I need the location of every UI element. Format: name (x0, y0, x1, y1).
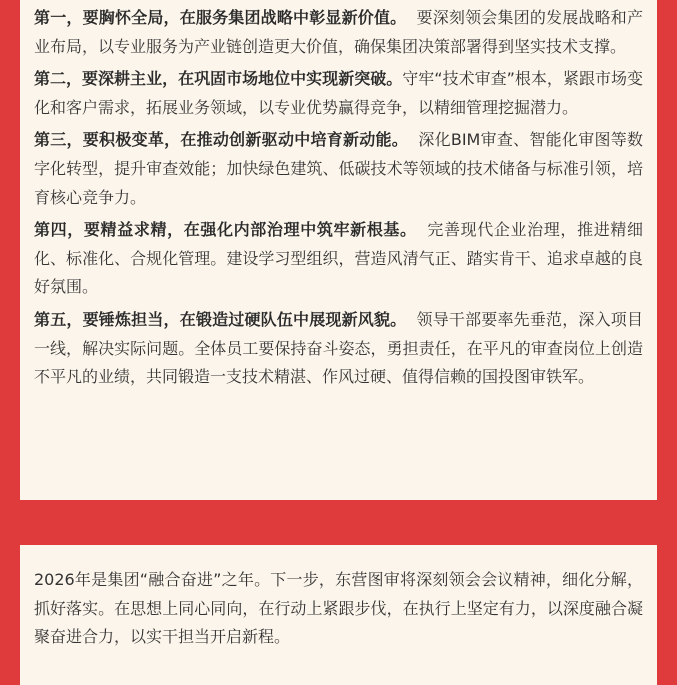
point-5-body: 领导干部要率先垂范，深入项目一线，解决实际问题。全体员工要保持奋斗姿态，勇担责任，在平凡的审查岗位上创造不平凡的业绩，共同锻造一支技术精湛、作风过硬、值得信赖的国投图审铁军。 (34, 309, 643, 387)
point-2-lead: 第二，要深耕主业，在巩固市场地位中实现新突破。 (34, 69, 403, 89)
point-3-paragraph (34, 126, 643, 212)
point-3-body: 深化BIM审查、智能化审图等数字化转型，提升审查效能；加快绿色建筑、低碳技术等领域的技术储备与标准引领，培育核心竞争力。 (34, 130, 643, 207)
point-4-body: 完善现代企业治理，推进精细化、标准化、合规化管理。建设学习型组织，营造风清气正、踏实肯干、追求卓越的良好氛围。 (34, 220, 643, 297)
point-5-lead: 第五，要锤炼担当，在锻造过硬队伍中展现新风貌。 (34, 309, 407, 329)
point-4-paragraph (34, 216, 643, 302)
closing-card (20, 545, 657, 685)
point-2-paragraph (34, 65, 643, 122)
points-card (20, 0, 657, 500)
closing-paragraph: 2026年是集团“融合奋进”之年。下一步，东营图审将深刻领会会议精神，细化分解，抓好落实。在思想上同心同向，在行动上紧跟步伐，在执行上坚定有力，以深度融合凝聚奋进合力，以实干担当开启新程。 (34, 570, 643, 647)
point-4-lead: 第四，要精益求精，在强化内部治理中筑牢新根基。 (34, 220, 417, 240)
point-3-lead: 第三，要积极变革，在推动创新驱动中培育新动能。 (34, 130, 409, 150)
point-1-body: 要深刻领会集团的发展战略和产业布局，以专业服务为产业链创造更大价值，确保集团决策部署得到坚实技术支撑。 (34, 8, 643, 56)
point-1-lead: 第一，要胸怀全局，在服务集团战略中彰显新价值。 (34, 8, 407, 27)
point-1-paragraph (34, 4, 643, 61)
point-5-paragraph (34, 306, 643, 392)
point-2-body: 守牢“技术审查”根本，紧跟市场变化和客户需求，拓展业务领域，以专业优势赢得竞争，以精细管理挖掘潜力。 (34, 69, 643, 117)
